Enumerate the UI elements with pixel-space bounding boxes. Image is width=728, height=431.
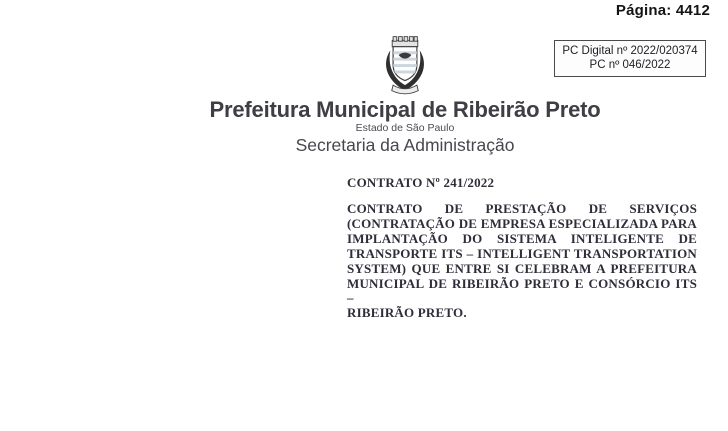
pc-number: PC nº 046/2022 <box>589 59 671 71</box>
pc-digital-number: PC Digital nº 2022/020374 <box>562 45 698 57</box>
contract-summary-line: IMPLANTAÇÃO DO SISTEMA INTELIGENTE DE <box>347 230 697 246</box>
municipality-title: Prefeitura Municipal de Ribeirão Preto <box>209 97 601 122</box>
contract-summary-line: MUNICIPAL DE RIBEIRÃO PRETO E CONSÓRCIO ITS – <box>347 275 697 306</box>
contract-block <box>347 176 697 321</box>
contract-summary-line: TRANSPORTE ITS – INTELLIGENT TRANSPORTATION <box>347 245 697 261</box>
state-subtitle: Estado de São Paulo <box>355 122 455 134</box>
contract-summary-line: (CONTRATAÇÃO DE EMPRESA ESPECIALIZADA PARA <box>347 215 697 231</box>
letterhead <box>145 33 665 156</box>
contract-number-heading: CONTRATO Nº 241/2022 <box>347 175 495 190</box>
contract-summary-line: CONTRATO DE PRESTAÇÃO DE SERVIÇOS <box>347 201 697 216</box>
contract-summary <box>347 202 697 321</box>
contract-summary-line: RIBEIRÃO PRETO. <box>347 305 467 321</box>
department-name: Secretaria da Administração <box>295 135 515 155</box>
coat-of-arms-icon <box>377 33 433 97</box>
contract-summary-line: SYSTEM) QUE ENTRE SI CELEBRAM A PREFEITURA <box>347 260 697 276</box>
page-number: Página: 4412 <box>615 2 710 19</box>
